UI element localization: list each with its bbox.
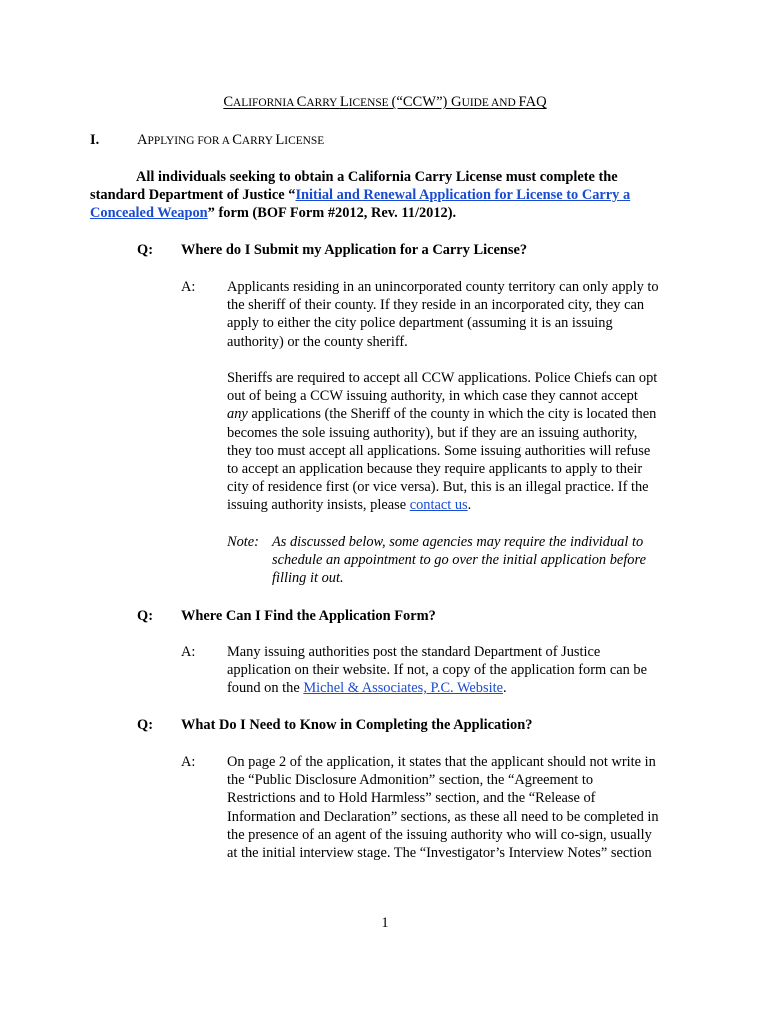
answer-line: out of being a CCW issuing authority, in which case they cannot accept [227,388,638,405]
answer-paragraph [227,278,687,351]
answer-line: Applicants residing in an unincorporated county territory can only apply to [227,279,659,295]
answer-line: Sheriffs are required to accept all CCW applications. Police Chiefs can opt [227,370,658,386]
answer-line: any applications (the Sheriff of the county in which the city is located then [227,406,657,423]
application-form-link-cont[interactable]: Concealed Weapon [90,205,208,222]
answer-line: Restrictions and to Hold Harmless” section, and the “Release of [227,790,596,807]
website-link[interactable]: Michel & Associates, P.C. Website [303,680,503,697]
question-label: Q: [137,608,153,624]
note-line: filling it out. [272,570,344,587]
note-text [272,533,646,588]
answer-line: the “Public Disclosure Admonition” section, the “Agreement to [227,772,594,789]
answer-paragraph [227,369,687,515]
question-text: What Do I Need to Know in Completing the Application? [181,717,533,733]
answer-line: to accept an application because they require applicants to apply to their [227,461,643,478]
answer-line: the sheriff of their county. If they reside in an incorporated city, they can [227,297,645,314]
answer-line: issuing authority insists, please contact us. [227,497,472,514]
section-title: APPLYING FOR A CARRY LICENSE [137,132,325,148]
question-label: Q: [137,717,153,733]
contact-us-link[interactable]: contact us [409,497,468,514]
answer-label: A: [181,754,196,770]
question-text: Where Can I Find the Application Form? [181,608,436,624]
answer-line: On page 2 of the application, it states that the applicant should not write in [227,754,656,770]
answer-line: Information and Declaration” sections, as these all need to be completed in [227,808,659,825]
answer-line: they too must accept all applications. Some issuing authorities will refuse [227,442,651,459]
answer-paragraph [227,753,687,862]
intro-paragraph [90,168,690,223]
answer-line: city of residence first (or vice versa). But, this is an illegal practice. If the [227,479,649,496]
question-text: Where do I Submit my Application for a Carry License? [181,242,528,258]
answer-line: application on their website. If not, a copy of the application form can be [227,662,647,679]
answer-line: apply to either the city police department (assuming it is an issuing [227,315,613,332]
answer-line: at the initial interview stage. The “Investigator’s Interview Notes” section [227,845,652,862]
answer-line: found on the Michel & Associates, P.C. Website. [227,680,507,697]
intro-line: All individuals seeking to obtain a California Carry License must complete the [136,169,618,185]
intro-line: standard Department of Justice “Initial and Renewal Application for License to Carry a [90,187,631,204]
application-form-link[interactable]: Initial and Renewal Application for License to Carry a [295,187,631,204]
page-number: 1 [381,915,389,931]
document-title: CALIFORNIA CARRY LICENSE (“CCW”) GUIDE AND FAQ [223,94,547,110]
answer-line: becomes the sole issuing authority), but if they are an issuing authority, [227,424,638,441]
answer-line: authority) or the county sheriff. [227,333,408,350]
answer-label: A: [181,279,196,295]
note-line: As discussed below, some agencies may require the individual to [272,534,644,550]
section-number: I. [90,132,100,148]
note-label: Note: [227,534,259,550]
answer-line: the presence of an agent of the issuing authority who will co-sign, usually [227,826,652,843]
question-label: Q: [137,242,153,258]
answer-line: Many issuing authorities post the standard Department of Justice [227,644,601,660]
intro-line: Concealed Weapon” form (BOF Form #2012, Rev. 11/2012). [90,205,457,222]
answer-paragraph [227,643,687,698]
answer-label: A: [181,644,196,660]
note-line: schedule an appointment to go over the initial application before [272,552,646,569]
